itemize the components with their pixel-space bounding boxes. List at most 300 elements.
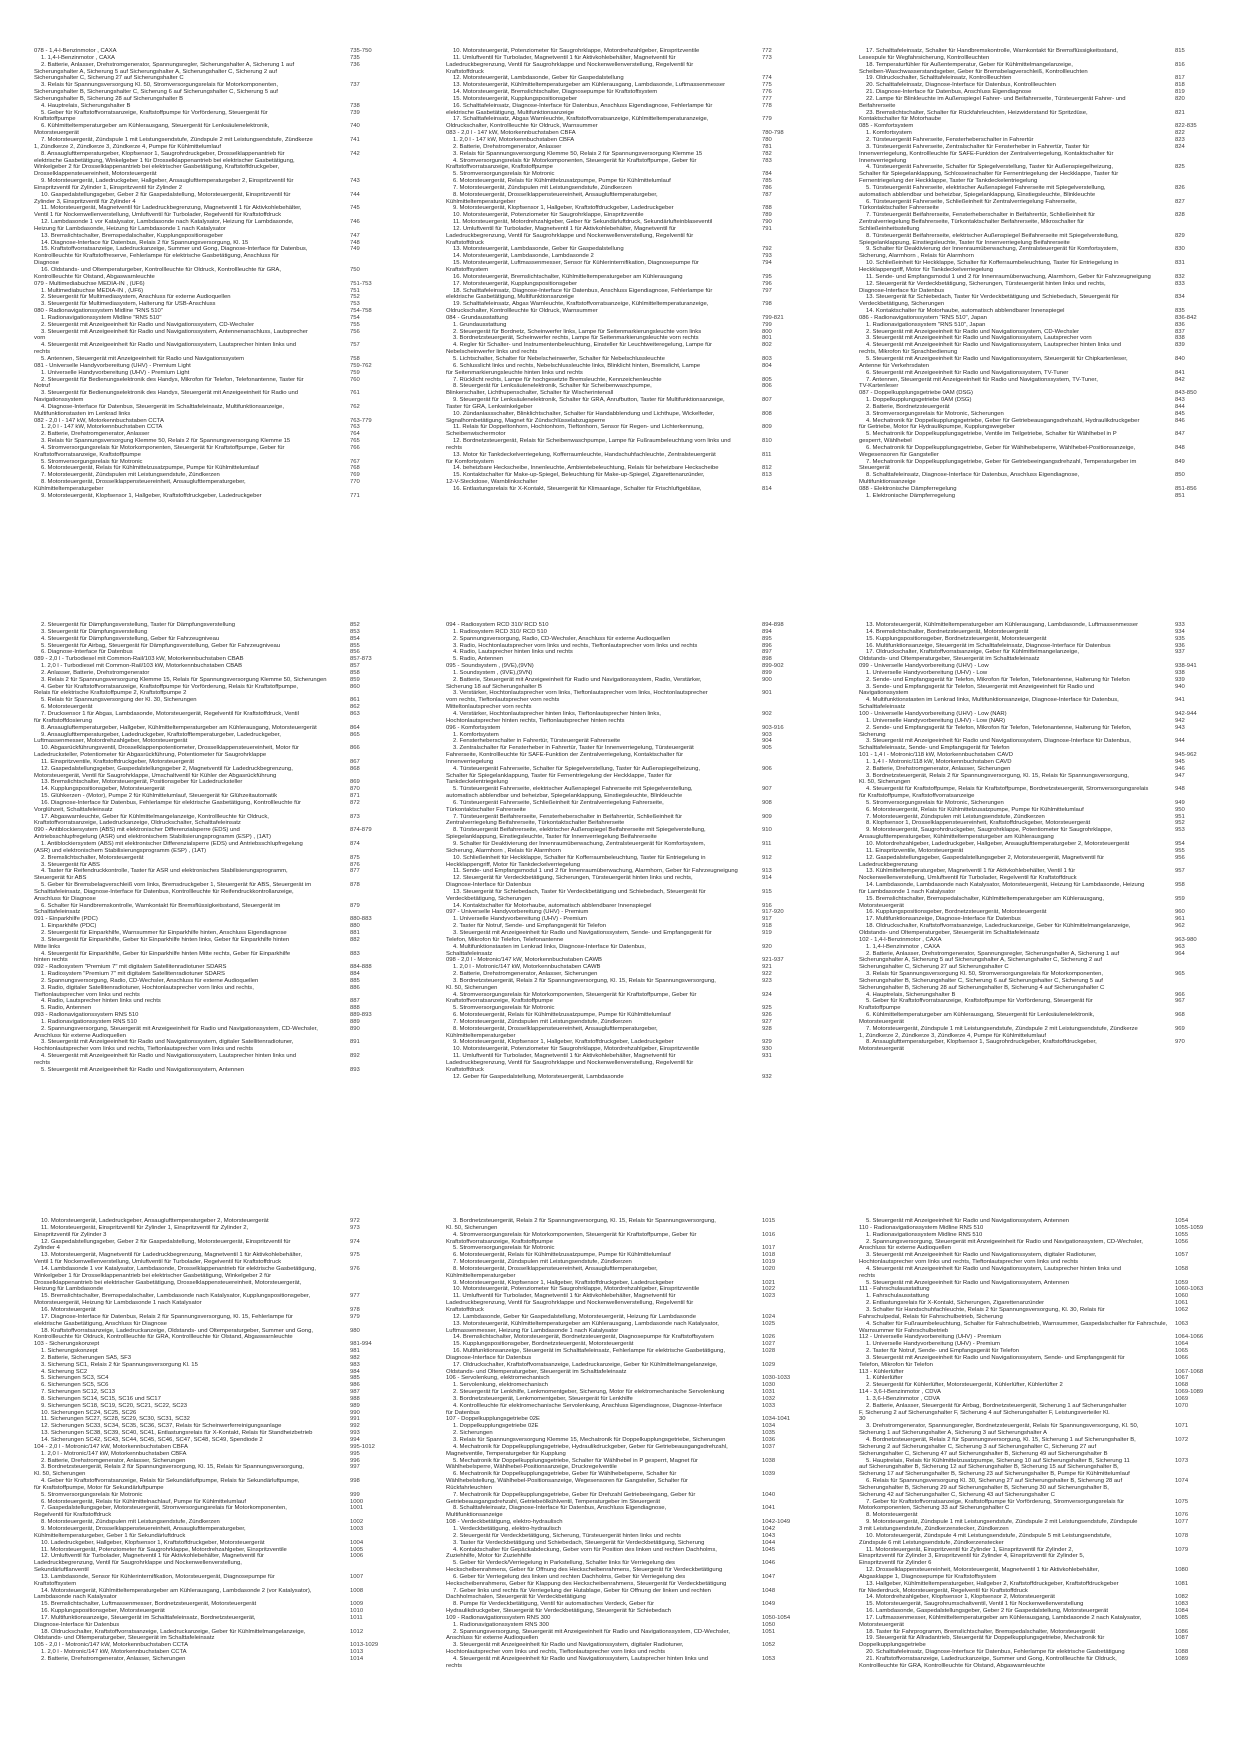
entry-page: 842 <box>1175 376 1185 383</box>
entry-title: 16. Kupplungspositionsgeber, Motorsteuergerät <box>41 1608 165 1615</box>
entry-page: 880 <box>350 923 360 930</box>
index-entry <box>859 807 1225 814</box>
entry-title: für Lambdasonde 1 nach Katalysator <box>859 888 956 895</box>
entry-title: 1. Fahrschulausstattung <box>866 1293 929 1300</box>
entry-page <box>344 89 400 96</box>
index-entry <box>34 1375 400 1382</box>
entry-title: 6. Mechatronik für Doppelkupplungsgetriebe, Geber für Wählhebelsperre, Schalter für <box>453 1471 677 1478</box>
index-entry <box>34 862 400 869</box>
entry-title: 6. Mechatronik für Doppelkupplungsgetriebe, Geber für Wählhebelsperre, Wählhebel-Positionsanzeige, <box>866 444 1136 451</box>
entry-title: 084 - Grundausstattung <box>446 314 508 321</box>
entry-page: 998 <box>350 1478 360 1485</box>
entry-page: 930 <box>762 1046 772 1053</box>
entry-page: 768 <box>350 465 360 472</box>
entry-title: Antriebsschlupfregelung (ASR) und elektronischem Stabilisierungsprogramm (ESP) , (1AT) <box>34 834 271 841</box>
entry-title: 6. Türsteuergerät Fahrerseite, Schließeinheit für Zentralverriegelung Fahrerseite, <box>453 799 664 806</box>
index-entry <box>34 123 400 130</box>
index-entry <box>34 1656 400 1663</box>
entry-title: Notruf <box>34 383 51 390</box>
entry-title: Öldruckschalter, Kontrollleuchte für Öldruck, Warnsummer <box>446 123 598 130</box>
entry-page <box>1169 1574 1225 1581</box>
entry-page: 979 <box>350 1313 360 1320</box>
entry-page <box>344 411 400 418</box>
entry-page: 818 <box>1175 82 1185 89</box>
entry-page: 799-821 <box>762 314 784 321</box>
index-entry <box>446 171 812 178</box>
entry-title: 8. Motorsteuergerät, Drosselklappensteuereinheit, Ansauglufttemperaturgeber, <box>453 1025 658 1032</box>
entry-page: 821 <box>1175 109 1185 116</box>
entry-title: Multifunktionstasten im Lenkrad links <box>34 410 131 417</box>
index-entry <box>446 1458 812 1465</box>
entry-title: Öldstands- und Öltemperaturgeber, Steuergerät im Schalttafeleinsatz <box>446 1368 627 1375</box>
index-entry <box>859 445 1225 452</box>
entry-title: 7. Motorsteuergerät, Zündspulen mit Leistungsendstufe, Zündkerzen <box>453 1259 632 1266</box>
entry-page: 805 <box>762 376 772 383</box>
entry-title: 2. Steuergerät für Dämpfungsverstellung, Taster für Dämpfungsverstellung <box>41 622 236 628</box>
entry-title: Blinkerschalter, Lichthupenschalter, Schalter für Wischerintervall <box>446 390 614 397</box>
entry-page: 1034-1041 <box>762 1416 791 1423</box>
index-entry <box>859 1471 1225 1478</box>
entry-page <box>1169 1622 1225 1629</box>
entry-title: 12. Umluftventil für Turbolader, Magnetventil 1 für Aktivkohlebehälter, Magnetventil für <box>41 1553 264 1560</box>
index-entry <box>34 1478 400 1485</box>
entry-title: 5. Hauptrelais, Relais für Kühlmittelzusatzpumpe, Sicherung 10 auf Sicherungshalter B, Sicherung 11 <box>866 1457 1130 1464</box>
index-entry <box>34 1437 400 1444</box>
entry-title: 19. Öldruckschalter, Schalttafeleinsatz, Kontrollleuchten <box>866 75 1012 82</box>
index-column-3 <box>859 622 1225 1053</box>
index-entry <box>859 1505 1225 1512</box>
index-entry <box>34 1026 400 1033</box>
entry-page: 924 <box>762 991 772 998</box>
entry-title: rechts <box>446 444 463 451</box>
index-entry <box>34 240 400 247</box>
index-entry <box>859 349 1225 356</box>
entry-page: 1058 <box>1175 1265 1189 1272</box>
index-entry <box>859 827 1225 834</box>
entry-title: 2. Batterie, Drehstromgenerator, Anlasser, Sicherungen <box>453 971 598 978</box>
entry-page: 850 <box>1175 472 1185 479</box>
index-entry <box>859 896 1225 903</box>
entry-page: 760 <box>350 376 360 383</box>
entry-title: 7. Drucksensor 1 für Abgas, Lambdasonde, Motorsteuergerät, Regelventil für Kraftstoffdruck, Ventil <box>41 710 299 717</box>
entry-page <box>1169 903 1225 910</box>
entry-page <box>344 260 400 267</box>
index-entry <box>446 1581 812 1588</box>
index-entry <box>446 1252 812 1259</box>
index-entry <box>446 288 812 295</box>
entry-title: 15. Motorsteuergerät, Luftmassenmesser, Sensor für Kühlerinternifikation, Diagnosepumpe für <box>453 260 699 267</box>
entry-title: 12. Gaspedalstellungsgeber, Gaspedalstellungsgeber 2, Magnetventil für Ladedruckbegrenzung, <box>41 765 293 772</box>
index-entry <box>859 636 1225 643</box>
entry-page <box>756 718 812 725</box>
index-entry <box>446 1266 812 1273</box>
entry-title: vorn <box>34 335 46 342</box>
index-entry <box>446 356 812 363</box>
entry-title: 11. Sicherungen SC27, SC28, SC29, SC30, SC31, SC32 <box>41 1416 190 1423</box>
entry-title: Winkelgeber 2 für Drosselklappenantrieb bei elektrischer Gasbetätigung, Kraftstoffdruckgeber, <box>34 164 280 171</box>
entry-title: 6. Motorsteuergerät <box>41 704 93 711</box>
index-entry <box>446 1307 812 1314</box>
index-entry <box>34 629 400 636</box>
index-entry <box>446 158 812 165</box>
index-entry <box>34 1005 400 1012</box>
index-entry <box>34 930 400 937</box>
index-entry <box>446 930 812 937</box>
entry-title: 6. Motorsteuergerät, Relais für Kühlmittelzusatzpumpe, Pumpe für Kühlmittelumlauf <box>41 465 259 472</box>
index-entry <box>34 82 400 89</box>
index-entry <box>34 253 400 260</box>
index-entry <box>34 48 400 55</box>
entry-page: 755 <box>350 321 360 328</box>
entry-title: 1. Radionavigationssystem RNS 510 <box>41 1018 137 1025</box>
entry-title: Sekundärluftlanventil <box>34 1567 89 1574</box>
entry-page: 738 <box>350 102 360 109</box>
entry-title: 1. Radionavigationssystem Midline RNS 510 <box>866 1231 983 1238</box>
entry-page: 1025 <box>762 1320 776 1327</box>
entry-title: Ansauglufttemperaturgeber, Kühlmitteltemperaturgeber am Kühlerausgang <box>859 834 1054 841</box>
index-entry <box>859 404 1225 411</box>
entry-title: 13. Motorsteuergerät, Lambdasonde, Geber für Gaspedalstellung <box>453 246 624 253</box>
entry-title: Kontaktschalter für Motorhaube <box>859 116 942 123</box>
index-entry <box>859 1039 1225 1046</box>
entry-title: 8. Motorsteuergerät, Zündspulen mit Leistungsendstufe, Zündkerzen <box>41 1519 220 1526</box>
entry-title: 9. Steuergerät für Lenksäulenelektronik, Schalter für GRA, Anrufbutton, Taster für Multifunktionsanzeige, <box>453 397 725 404</box>
entry-title: 5. Stromversorgungsrelais für Motronic <box>41 458 143 465</box>
entry-page: 960 <box>1175 909 1185 916</box>
entry-page: 857-873 <box>350 656 372 663</box>
entry-title: 2. Batterie, Sicherungen SA5, SF3 <box>41 1354 132 1361</box>
entry-title: Kühlmitteltemperaturgeber, Geber 1 für Sekundärluftdruck <box>34 1532 186 1539</box>
entry-page: 1056 <box>1175 1238 1189 1245</box>
index-entry <box>859 1629 1225 1636</box>
entry-page: 921-937 <box>762 957 784 964</box>
entry-page: 1021 <box>762 1279 776 1286</box>
entry-page <box>344 1560 400 1567</box>
entry-page <box>756 1608 812 1615</box>
entry-page: 1028 <box>762 1348 776 1355</box>
index-entry <box>34 1300 400 1307</box>
entry-page <box>1169 103 1225 110</box>
entry-page: 961 <box>1175 916 1185 923</box>
entry-title: 2. Fensterheberschalter in Fahrertür, Türsteuergerät Fahrerseite <box>453 738 621 745</box>
entry-page: 935 <box>1175 635 1185 642</box>
index-entry <box>859 1485 1225 1492</box>
entry-title: Sicherung, Alarmhorn , Relais für Alarmhorn <box>446 847 561 854</box>
entry-page: 1019 <box>762 1259 776 1266</box>
index-entry <box>446 329 812 336</box>
index-entry <box>859 1252 1225 1259</box>
index-entry <box>446 889 812 896</box>
entry-page: 1013-1029 <box>350 1642 379 1649</box>
entry-title: hinten rechts <box>34 957 68 964</box>
entry-page: 802 <box>762 342 772 349</box>
entry-title: 3. Radio, digitaler Satellitenradiotuner, Hochtonlautsprecher vorn links und rechts, <box>41 984 254 991</box>
entry-page: 1053 <box>762 1656 776 1662</box>
entry-page: 953 <box>1175 827 1185 834</box>
entry-page: 977 <box>350 1293 360 1300</box>
entry-page: 1071 <box>1175 1423 1189 1430</box>
entry-title: 1. Verdeckbetätigung, elektro-hydraulisch <box>453 1525 562 1532</box>
index-block-2 <box>0 622 1239 1150</box>
entry-page <box>344 274 400 281</box>
entry-title: 10. Motorsteuergerät, Zündspule 4 mit Leistungsendstufe, Zündspule 5 mit Leistungsendstufe, <box>866 1532 1112 1539</box>
entry-title: Kühlmitteltemperaturgeber <box>446 1272 516 1279</box>
index-entry <box>446 964 812 971</box>
index-entry <box>446 636 812 643</box>
entry-title: 3. Stromversorgungsrelais für Motronic, Sicherungen <box>866 410 1004 417</box>
entry-title: 8. Sicherungen SC14, SC15, SC16 und SC17 <box>41 1395 161 1402</box>
index-entry <box>446 1649 812 1656</box>
entry-title: Kühlmitteltemperaturgeber <box>446 1032 516 1039</box>
entry-title: 18. Temperaturfühler für Außentemperatur, Geber für Kühlmittelmangelanzeige, <box>866 61 1073 68</box>
entry-page: 1081 <box>1175 1580 1189 1587</box>
entry-title: 8. Pumpe für Verdeckbetätigung, Ventil für automatisches Verdeck, Geber für <box>453 1601 655 1608</box>
entry-title: Motorkomponenten, Sicherung 33 auf Sicherungshalter C <box>859 1505 1010 1512</box>
entry-page: 951 <box>1175 813 1185 820</box>
index-entry <box>446 363 812 370</box>
index-entry <box>446 377 812 384</box>
index-entry <box>446 1553 812 1560</box>
index-entry <box>859 1396 1225 1403</box>
index-entry <box>34 1403 400 1410</box>
index-entry <box>859 158 1225 165</box>
entry-page <box>344 718 400 725</box>
entry-title: Sicherung 18 auf Sicherungshalter B <box>446 683 542 690</box>
entry-page: 825 <box>1175 164 1185 171</box>
index-entry <box>34 903 400 910</box>
entry-title: Sicherungshalter A, Sicherung 5 auf Sicherungshalter A, Sicherungshalter C, Sicherung 2 auf <box>34 68 277 75</box>
entry-title: Fahrschulpedal, Relais für Fahrschulbetrieb, Sicherung <box>859 1313 1003 1320</box>
index-entry <box>34 944 400 951</box>
index-entry <box>859 820 1225 827</box>
index-entry <box>859 465 1225 472</box>
index-entry <box>34 916 400 923</box>
index-entry <box>446 267 812 274</box>
index-entry <box>446 944 812 951</box>
index-entry <box>859 1478 1225 1485</box>
index-entry <box>34 370 400 377</box>
entry-page <box>756 793 812 800</box>
entry-page <box>756 1355 812 1362</box>
entry-title: Kraftstoffvorratsanzeige, Kraftstoffpumpe <box>446 164 553 171</box>
entry-page: 746 <box>350 219 360 226</box>
entry-page <box>344 1046 400 1053</box>
entry-title: 4. Türsteuergerät Fahrerseite, Schalter für Spiegelverstellung, Taster für Außenspiegelheizung, <box>453 765 700 772</box>
index-entry <box>859 1362 1225 1369</box>
entry-page: 827 <box>1175 198 1185 205</box>
entry-title: 5. Stromversorgungsrelais für Motronic <box>41 1491 143 1498</box>
entry-page: 928 <box>762 1025 772 1032</box>
index-entry <box>859 431 1225 438</box>
index-entry <box>446 103 812 110</box>
index-entry <box>446 465 812 472</box>
entry-page: 869 <box>350 779 360 786</box>
index-entry <box>446 301 812 308</box>
entry-page: 789 <box>762 212 772 219</box>
entry-title: 8. Klopfsensor 1, Drosselklappensteuereinheit, Kraftstoffdruckgeber, Motorsteuergerät <box>866 820 1091 827</box>
entry-title: 16. Diagnose-Interface für Datenbus, Fehlerlampe für elektrische Gasbetätigung, Kontrollleuchte für <box>41 799 301 806</box>
index-entry <box>34 820 400 827</box>
entry-title: Verdeckbetätigung, Sicherungen <box>446 895 532 902</box>
entry-page <box>756 1225 812 1232</box>
index-entry <box>446 1485 812 1492</box>
entry-page: 1022 <box>762 1286 776 1293</box>
entry-page: 975 <box>350 1252 360 1259</box>
entry-title: Rückfahrleuchten <box>446 1484 492 1491</box>
entry-title: 14. Kontaktschalter für Motorhaube, automatisch abblendbarer Innenspiegel <box>866 308 1065 315</box>
entry-title: 2. Entlastungsrelais für X-Kontakt, Sicherungen, Zigarettenanzünder <box>866 1300 1045 1307</box>
entry-title: 5. Steuergerät mit Anzeigeeinheit für Radio und Navigationssystem, Antennen <box>866 1218 1070 1224</box>
index-entry <box>34 951 400 958</box>
entry-page <box>344 1060 400 1067</box>
index-entry <box>859 1300 1225 1307</box>
entry-page <box>1169 151 1225 158</box>
entry-page: 748 <box>350 239 360 246</box>
entry-page: 767 <box>350 458 360 465</box>
index-entry <box>446 151 812 158</box>
entry-page: 823 <box>1175 136 1185 143</box>
index-entry <box>446 1286 812 1293</box>
index-entry <box>446 1232 812 1239</box>
entry-title: 3. Steuergerät für Einparkhilfe, Geber für Einparkhilfe hinten links, Geber für Einparkhilfe hinten <box>41 936 290 943</box>
index-entry <box>446 137 812 144</box>
entry-page: 1082 <box>1175 1594 1189 1601</box>
entry-page <box>756 1663 812 1670</box>
index-entry <box>34 1266 400 1273</box>
entry-page: 1033 <box>762 1402 776 1409</box>
index-entry <box>34 1649 400 1656</box>
entry-title: für Kraftstoffpumpe, Motor für Sekundärluftpumpe <box>34 1484 164 1491</box>
entry-title: Schalter für Spiegelanklappung, Schlosseinschalter für Fernentriegelung der Heckklappe, Taster für <box>859 171 1119 178</box>
entry-title: Diagnose-Interface für Datenbus <box>446 1354 532 1361</box>
entry-page: 776 <box>762 89 772 96</box>
index-entry <box>34 1574 400 1581</box>
entry-page: 945 <box>1175 758 1185 765</box>
index-entry <box>859 1642 1225 1649</box>
entry-title: 1. Radionavigationssystem RNS 300 <box>453 1621 549 1628</box>
entry-title: Hochtonlautsprecher vorn links und rechts, Tieftonlautsprecher vorn links und rechts <box>859 1259 1079 1266</box>
entry-title: 1. Multimediabuchse MEDIA-IN , (UF6) <box>41 287 144 294</box>
entry-title: 15. Kupplungspositionsgeber, Bordnetzsteuergerät, Motorsteuergerät <box>453 1341 634 1348</box>
index-entry <box>859 171 1225 178</box>
entry-title: 13. Kühlmitteltemperaturgeber, Magnetventil 1 für Aktivkohlebehälter, Ventil 1 für <box>866 868 1076 875</box>
index-entry <box>446 745 812 752</box>
index-entry <box>446 479 812 486</box>
entry-page: 1077 <box>1175 1519 1189 1526</box>
entry-page: 790 <box>762 219 772 226</box>
entry-page: 880-883 <box>350 916 372 923</box>
entry-page: 871 <box>350 793 360 800</box>
entry-title: 4. Mechatronik für Doppelkupplungsgetriebe, Hydraulikdruckgeber, Geber für Getriebeausgangsdrehzahl, <box>453 1443 728 1450</box>
entry-title: 1. 2,0 l - Turbodiesel mit Common-Rail/103 kW, Motorkennbuchstaben CBAB <box>41 663 243 670</box>
entry-page: 989 <box>350 1402 360 1409</box>
entry-title: 13. Bremslichtschalter, Motorsteuergerät, Positionsgeber für Ladedrucksteller <box>41 779 243 786</box>
entry-title: 106 - Servolenkung, elektromechanisch <box>446 1375 550 1382</box>
entry-page: 791 <box>762 225 772 232</box>
entry-title: 2. Sende- und Empfangsgerät für Telefon, Mikrofon für Telefon, Telefonantenne, Halterung für Telefon <box>866 676 1130 683</box>
entry-page: 812 <box>762 465 772 472</box>
index-entry <box>446 1067 812 1074</box>
entry-title: 1. Radionavigationssystem "RNS 510", Japan <box>866 321 986 328</box>
entry-title: 6. Kühlmitteltemperaturgeber am Kühlerausgang, Steuergerät für Lenksäulenelektronik, <box>866 1012 1095 1019</box>
entry-page <box>756 1478 812 1485</box>
index-entry <box>446 1540 812 1547</box>
entry-title: 4. Steuergerät mit Anzeigeeinheit für Radio und Navigationssystem, Lautsprecher hinten links und <box>453 1656 709 1662</box>
entry-title: Kraftstoffvorratsanzeige, Ladedruckanzeige, Öldruckschalter, Schalttafeleinsatz <box>34 820 241 827</box>
entry-title: 1. Sicherungskonzept <box>41 1348 98 1355</box>
index-entry <box>446 62 812 69</box>
entry-page <box>756 445 812 452</box>
index-entry <box>446 841 812 848</box>
entry-page <box>344 944 400 951</box>
entry-title: elektrische Gasbetätigung, Multifunktionsanzeige <box>446 109 575 116</box>
entry-page: 887 <box>350 998 360 1005</box>
entry-page: 888 <box>350 1005 360 1012</box>
entry-page <box>1169 1273 1225 1280</box>
entry-page: 765 <box>350 438 360 445</box>
entry-page: 785 <box>762 178 772 185</box>
index-entry <box>34 957 400 964</box>
entry-title: 3. Relais für Spannungsversorgung Kl. 50, Stromversorgungsrelais für Motorkomponenten, <box>866 971 1104 978</box>
entry-title: 2. Batterie, Anlasser, Drehstromgenerator, Spannungsregler, Sicherungshalter A, Sicherung 1 auf <box>866 950 1120 957</box>
entry-page: 863 <box>350 710 360 717</box>
entry-page: 995 <box>350 1450 360 1457</box>
index-entry <box>34 1485 400 1492</box>
entry-page: 766 <box>350 444 360 451</box>
entry-title: 5. Stromversorgungsrelais für Motronic <box>453 1245 555 1252</box>
entry-title: 20. Schalttafeleinsatz, Diagnose-Interface für Datenbus, Fehlerlampe für elektrische Gasbetätigung <box>866 1649 1125 1656</box>
entry-page: 1005 <box>350 1546 364 1553</box>
entry-page: 1088 <box>1175 1649 1189 1656</box>
entry-page <box>1169 834 1225 841</box>
entry-page: 1070 <box>1175 1402 1189 1409</box>
entry-title: Zylinder 3, Einspritzventil für Zylinder 4 <box>34 198 136 205</box>
entry-title: 4. Diagnose-Interface für Datenbus, Steuergerät im Schalttafeleinsatz, Multifunktionsanzeige, <box>41 403 284 410</box>
entry-title: 10. Motorsteuergerät, Potenziometer für Saugrohrklappe, Einspritzventile <box>453 212 644 219</box>
index-entry <box>859 752 1225 759</box>
entry-title: 2. Steuergerät für Multimediasystem, Anschluss für externe Audioquellen <box>41 294 231 301</box>
entry-page: 783 <box>762 157 772 164</box>
entry-page: 1068 <box>1175 1382 1189 1389</box>
index-entry <box>859 212 1225 219</box>
index-entry <box>446 882 812 889</box>
entry-title: 15. Glühkerzen - (Motor), Pumpe 2 für Kühlmittelumlauf, Steuergerät für Glühzeitautomatik <box>41 793 278 800</box>
index-entry <box>446 240 812 247</box>
entry-page: 843-850 <box>1175 390 1197 397</box>
entry-page: 1009 <box>350 1601 364 1608</box>
index-entry <box>859 192 1225 199</box>
entry-page <box>756 1635 812 1642</box>
index-entry <box>34 294 400 301</box>
index-entry <box>859 1382 1225 1389</box>
entry-page <box>756 1033 812 1040</box>
entry-page <box>344 820 400 827</box>
index-entry <box>859 992 1225 999</box>
entry-title: 2. Taster für Notruf, Sende- und Empfangsgerät für Telefon <box>866 1348 1020 1355</box>
entry-title: 9. Motorsteuergerät, Klopfsensor 1, Hallgeber, Kraftstoffdruckgeber, Ladedruckgeber <box>41 492 262 499</box>
index-entry <box>34 301 400 308</box>
entry-title: Zündspule 6 mit Leistungsendstufe, Zündkerzenstecker <box>859 1539 1004 1546</box>
index-column-1 <box>34 1218 400 1663</box>
entry-title: 108 - Verdeckbetätigung, elektro-hydraulisch <box>446 1519 563 1526</box>
index-entry <box>446 110 812 117</box>
entry-page <box>344 807 400 814</box>
index-entry <box>34 1464 400 1471</box>
entry-page <box>1169 1019 1225 1026</box>
entry-page: 901 <box>762 690 772 697</box>
index-entry <box>34 923 400 930</box>
entry-page <box>344 848 400 855</box>
